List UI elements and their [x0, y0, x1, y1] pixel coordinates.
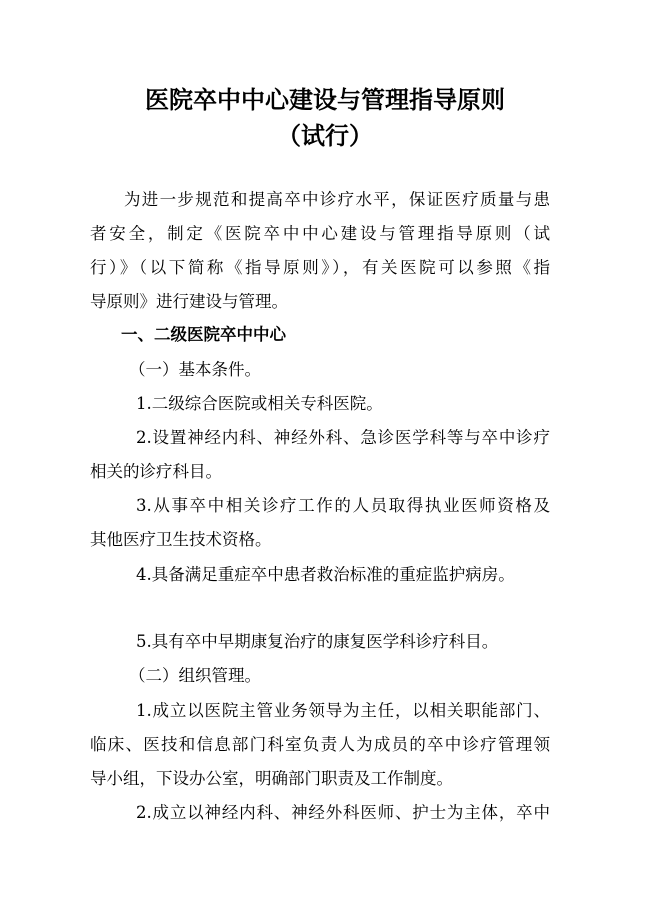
list-item-continuation: 导小组，下设办公室，明确部门职责及工作制度。 [90, 769, 453, 788]
list-item: 3.从事卒中相关诊疗工作的人员取得执业医师资格及 [136, 496, 550, 515]
list-item-continuation: 临床、医技和信息部门科室负责人为成员的卒中诊疗管理领 [90, 735, 550, 754]
paragraph-line: 者安全，制定《医院卒中中心建设与管理指导原则（试 [90, 224, 550, 243]
section-heading: 一、二级医院卒中中心 [121, 325, 286, 344]
list-item: 2.设置神经内科、神经外科、急诊医学科等与卒中诊疗 [136, 428, 550, 447]
list-item-continuation: 相关的诊疗科目。 [90, 462, 222, 481]
document-subtitle: （试行） [277, 122, 373, 150]
subsection-heading: （二）组织管理。 [129, 666, 261, 685]
paragraph-line: 为进一步规范和提高卒中诊疗水平，保证医疗质量与患 [124, 190, 550, 209]
list-item: 2.成立以神经内科、神经外科医师、护士为主体，卒中 [136, 803, 550, 822]
list-item: 1.二级综合医院或相关专科医院。 [136, 394, 383, 413]
list-item: 5.具有卒中早期康复治疗的康复医学科诊疗科目。 [136, 632, 499, 651]
document-title: 医院卒中中心建设与管理指导原则 [145, 86, 505, 114]
list-item: 4.具备满足重症卒中患者救治标准的重症监护病房。 [136, 565, 515, 584]
paragraph-line: 导原则》进行建设与管理。 [90, 292, 288, 311]
list-item-continuation: 其他医疗卫生技术资格。 [90, 530, 272, 549]
subsection-heading: （一）基本条件。 [129, 360, 261, 379]
list-item: 1.成立以医院主管业务领导为主任，以相关职能部门、 [136, 701, 550, 720]
paragraph-line: 行）》（以下简称《指导原则》），有关医院可以参照《指 [90, 258, 550, 277]
